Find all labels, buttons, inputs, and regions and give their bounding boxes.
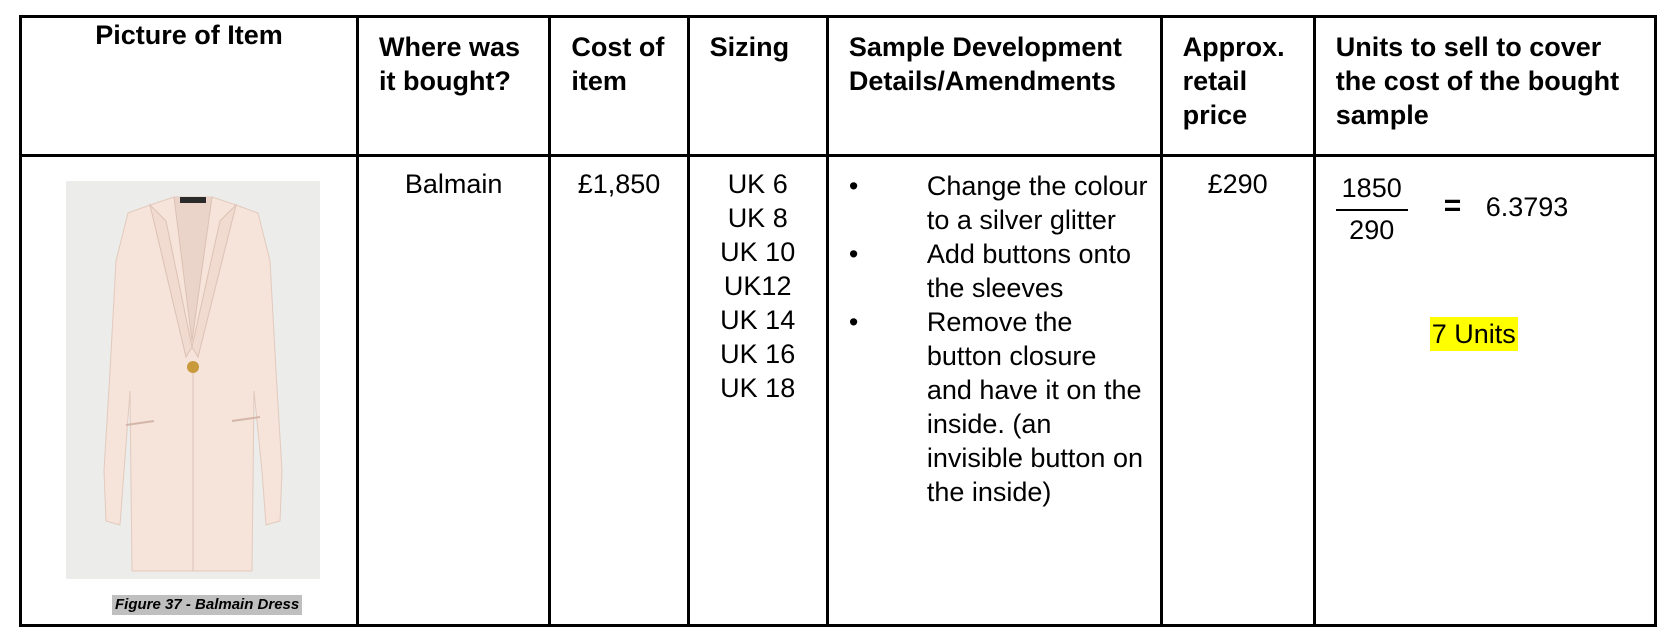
header-where: Where was it bought? [357,17,549,156]
header-units: Units to sell to cover the cost of the bought sample [1314,17,1655,156]
picture-cell [21,156,358,626]
where-cell: Balmain [357,156,549,626]
header-sizing: Sizing [688,17,827,156]
denominator: 290 [1349,215,1395,245]
dress-photo [66,181,320,579]
buying-sample-table [19,15,1657,627]
note-text: Add buttons onto the sleeves [926,239,1131,303]
size-item: UK 8 [727,203,788,233]
numerator: 1850 [1341,173,1402,203]
equals-sign: = [1443,189,1462,222]
size-item: UK12 [723,271,792,301]
size-item: UK 18 [720,373,796,403]
size-item: UK 10 [720,237,796,267]
fraction [1336,171,1408,247]
cost-cell: £1,850 [550,156,688,626]
list-item [849,237,1148,305]
list-item [849,169,1148,237]
size-item: UK 6 [727,169,788,199]
size-item: UK 14 [720,305,796,335]
list-item [849,305,1148,509]
header-sample: Sample Development Details/Amendments [827,17,1161,156]
note-text: Change the colour to a silver glitter [926,171,1148,235]
header-cost: Cost of item [550,17,688,156]
note-text: Remove the button closure and have it on the inside. (an invisible button on the inside) [926,307,1143,507]
bullet-icon: • [848,307,859,337]
figure-caption: Figure 37 - Balmain Dress [112,595,302,615]
header-retail: Approx. retail price [1161,17,1314,156]
table-row [21,156,1656,626]
size-item: UK 16 [720,339,796,369]
sample-details-cell [827,156,1161,626]
division-result: 6.3793 [1485,192,1569,222]
bullet-icon: • [848,171,859,201]
units-cell [1314,156,1655,626]
sizing-cell [688,156,827,626]
header-row [21,17,1656,156]
fraction-bar [1336,209,1408,211]
bullet-icon: • [848,239,859,269]
units-highlight: 7 Units [1431,319,1516,349]
retail-cell: £290 [1161,156,1314,626]
header-picture: Picture of Item [21,17,358,156]
